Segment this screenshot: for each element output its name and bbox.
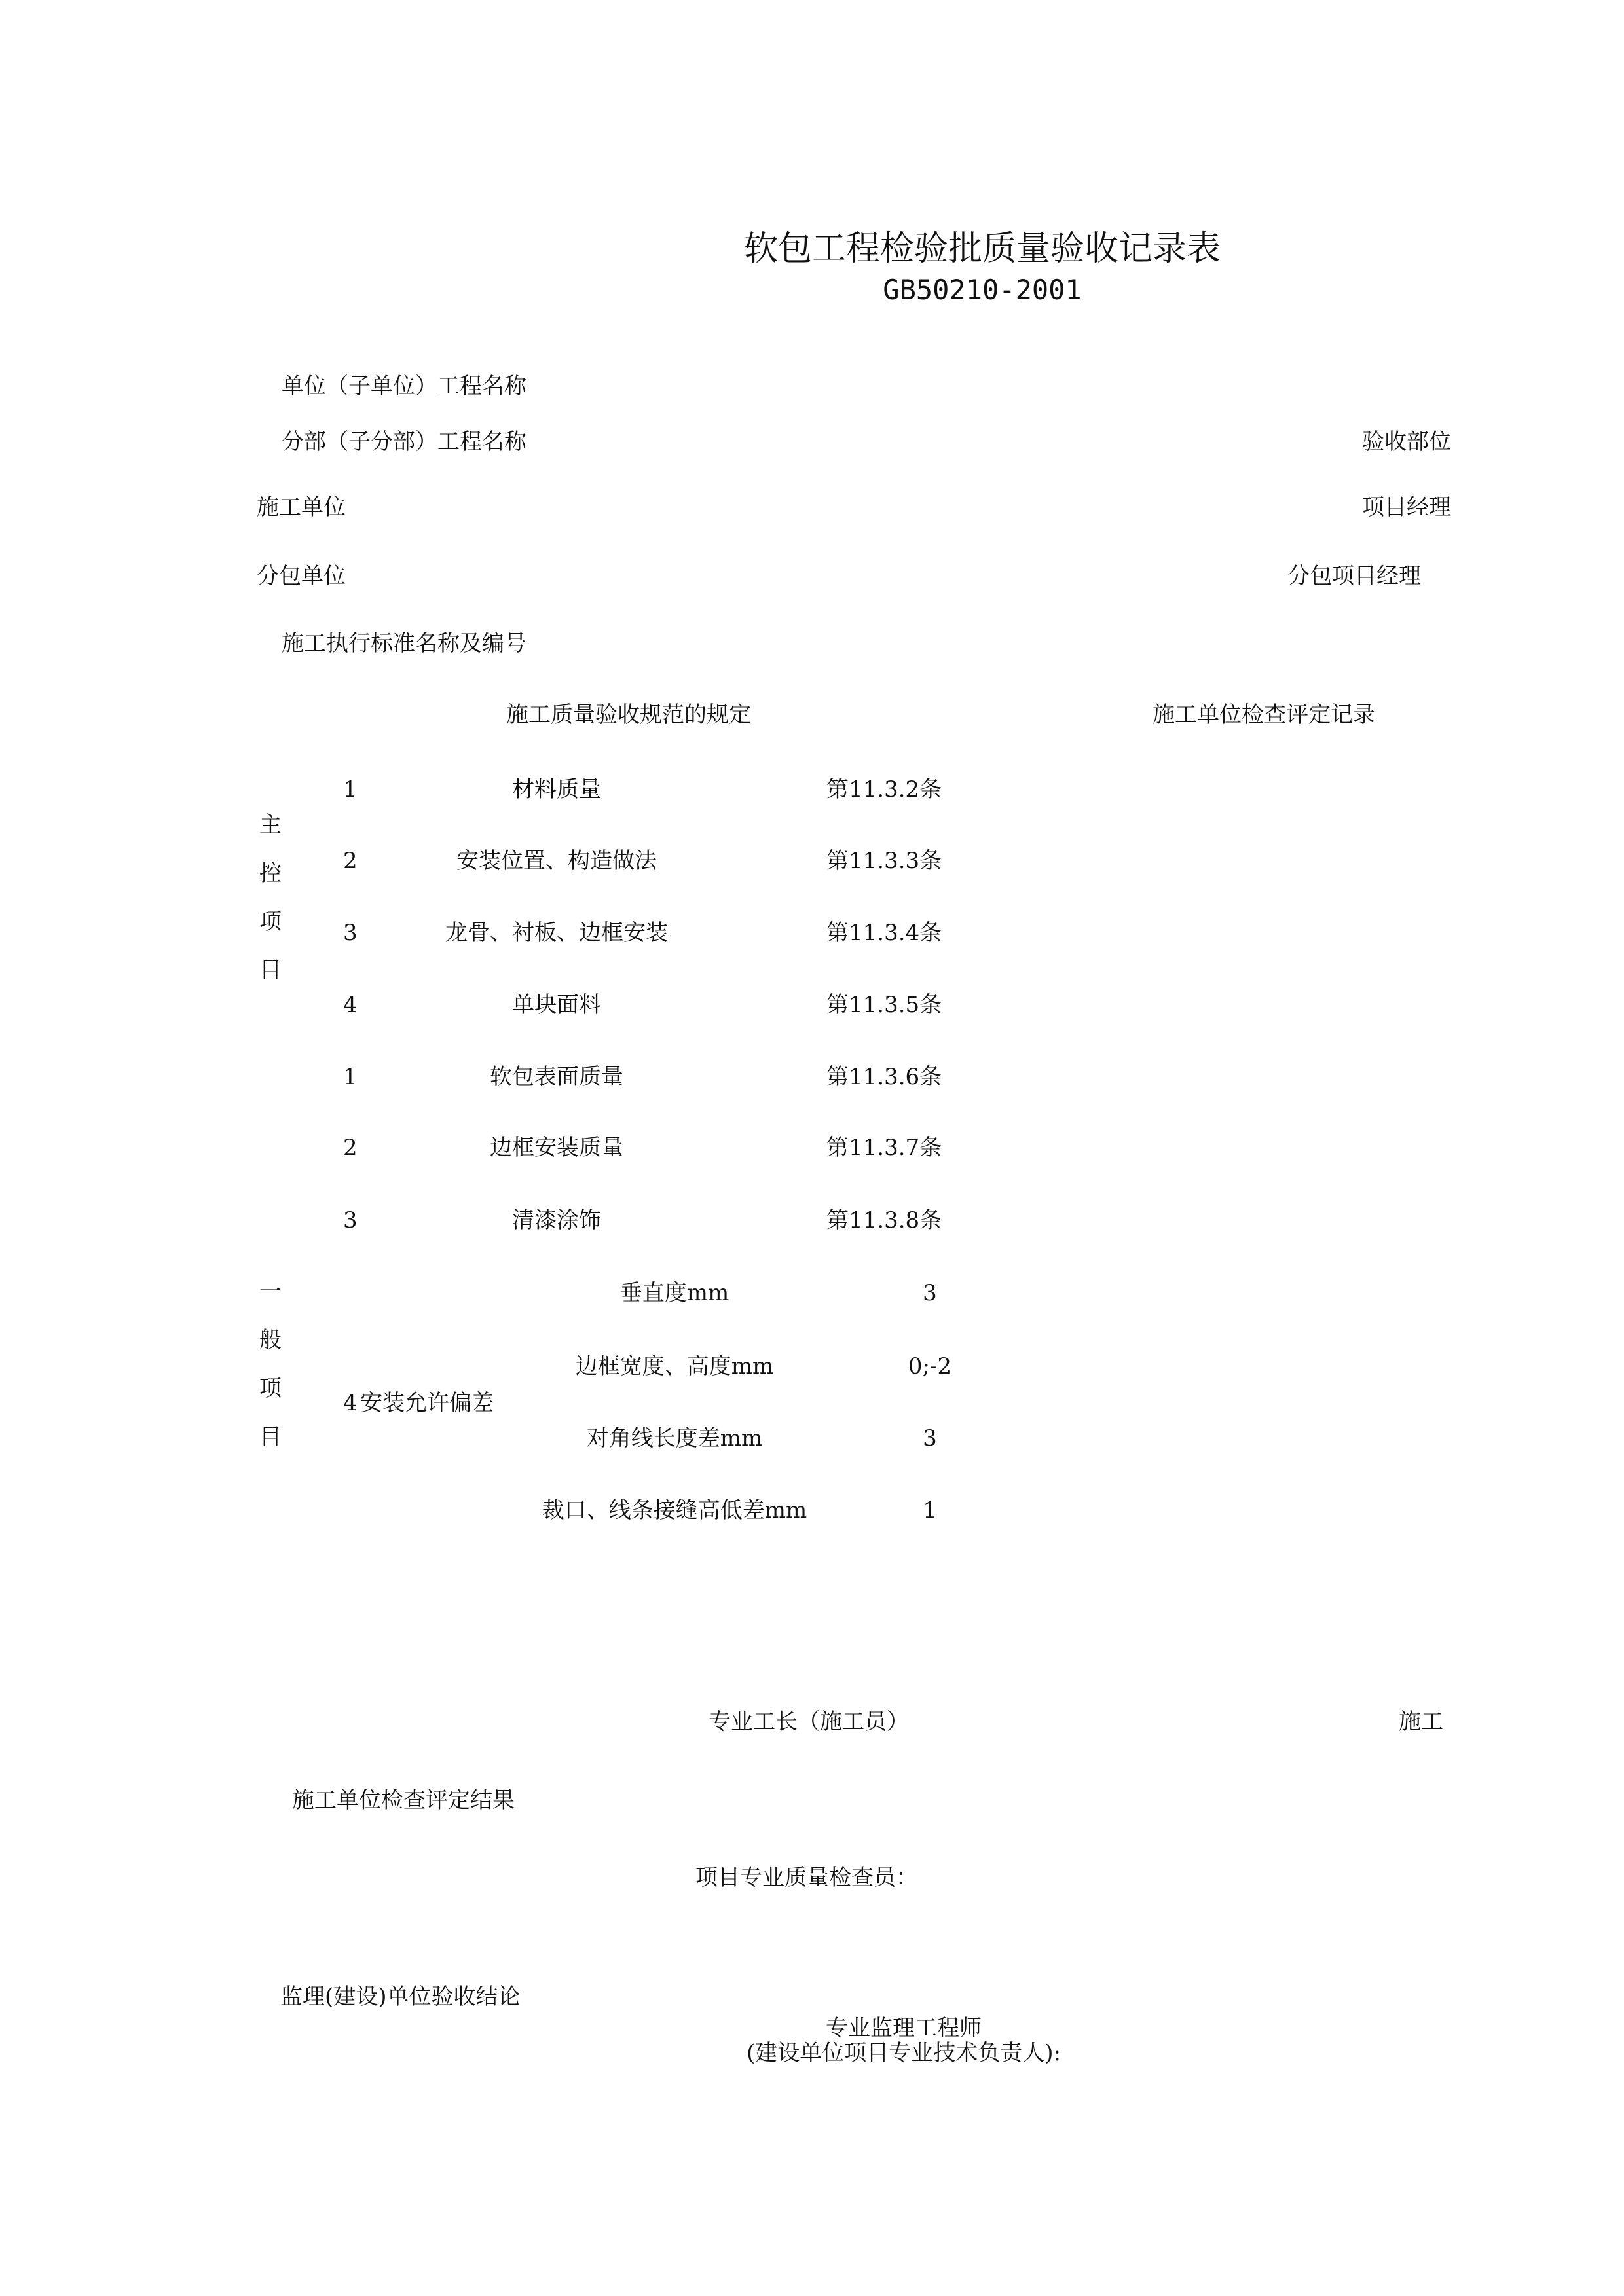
general-char: 项 (259, 1376, 282, 1402)
tolerance-value: 3 (923, 1425, 937, 1451)
clause-reference: 第11.3.4条 (826, 920, 942, 946)
document-title: 软包工程检验批质量验收记录表 (743, 229, 1221, 268)
spec-header: 施工质量验收规范的规定 (506, 702, 751, 728)
inspector-label: 项目专业质量检查员： (695, 1865, 918, 1891)
right-partial-label: 施工 (1399, 1709, 1443, 1735)
row-number: 3 (343, 920, 358, 946)
tolerance-item: 垂直度mm (619, 1280, 729, 1306)
tolerance-value: 1 (923, 1497, 937, 1523)
clause-reference: 第11.3.7条 (826, 1135, 942, 1161)
tolerance-value: 0;-2 (908, 1353, 952, 1379)
result-label: 施工单位检查评定结果 (292, 1787, 515, 1813)
item-name: 单块面料 (512, 992, 601, 1018)
subcontract-unit-label: 分包单位 (257, 563, 346, 589)
item-name: 边框安装质量 (490, 1135, 623, 1161)
item-name: 安装位置、构造做法 (456, 848, 657, 874)
standard-code: GB50210-2001 (883, 274, 1082, 306)
item-name: 龙骨、衬板、边框安装 (445, 920, 668, 946)
clause-reference: 第11.3.6条 (826, 1064, 942, 1090)
standard-label: 施工执行标准名称及编号 (282, 630, 526, 657)
item-name: 软包表面质量 (490, 1064, 623, 1090)
clause-reference: 第11.3.8条 (826, 1207, 942, 1233)
item-name: 材料质量 (512, 776, 601, 803)
main-control-char: 主 (259, 812, 282, 838)
tolerance-item: 边框宽度、高度mm (575, 1353, 774, 1379)
item-name: 清漆涂饰 (512, 1207, 601, 1233)
acceptance-part-label: 验收部位 (1362, 429, 1451, 455)
foreman-label: 专业工长（施工员） (709, 1709, 909, 1735)
clause-reference: 第11.3.3条 (826, 848, 942, 874)
owner-rep-label: (建设单位项目专业技术负责人): (747, 2040, 1061, 2066)
row-number: 1 (343, 776, 358, 803)
general-char: 般 (259, 1327, 282, 1353)
main-control-char: 项 (259, 909, 282, 935)
tolerance-item: 对角线长度差mm (586, 1425, 763, 1451)
supervision-label: 监理(建设)单位验收结论 (280, 1984, 521, 2010)
subcontract-manager-label: 分包项目经理 (1287, 563, 1421, 589)
row-number: 2 (343, 848, 358, 874)
record-header: 施工单位检查评定记录 (1153, 702, 1375, 728)
row-number: 1 (343, 1064, 358, 1090)
construction-unit-label: 施工单位 (257, 494, 346, 520)
deviation-label: 安装允许偏差 (360, 1390, 494, 1416)
main-control-char: 控 (259, 860, 282, 886)
row-number: 2 (343, 1135, 358, 1161)
sub-project-label: 分部（子分部）工程名称 (282, 429, 526, 455)
tolerance-item: 裁口、线条接缝高低差mm (542, 1497, 807, 1523)
row-number: 4 (343, 992, 358, 1018)
general-char: 一 (259, 1279, 282, 1305)
engineer-label: 专业监理工程师 (826, 2015, 982, 2041)
unit-project-label: 单位（子单位）工程名称 (282, 373, 526, 399)
row-number: 3 (343, 1207, 358, 1233)
clause-reference: 第11.3.5条 (826, 992, 942, 1018)
clause-reference: 第11.3.2条 (826, 776, 942, 803)
project-manager-label: 项目经理 (1362, 494, 1451, 520)
row-number: 4 (343, 1390, 358, 1416)
tolerance-value: 3 (923, 1280, 937, 1306)
general-char: 目 (259, 1424, 282, 1450)
main-control-char: 目 (259, 957, 282, 983)
